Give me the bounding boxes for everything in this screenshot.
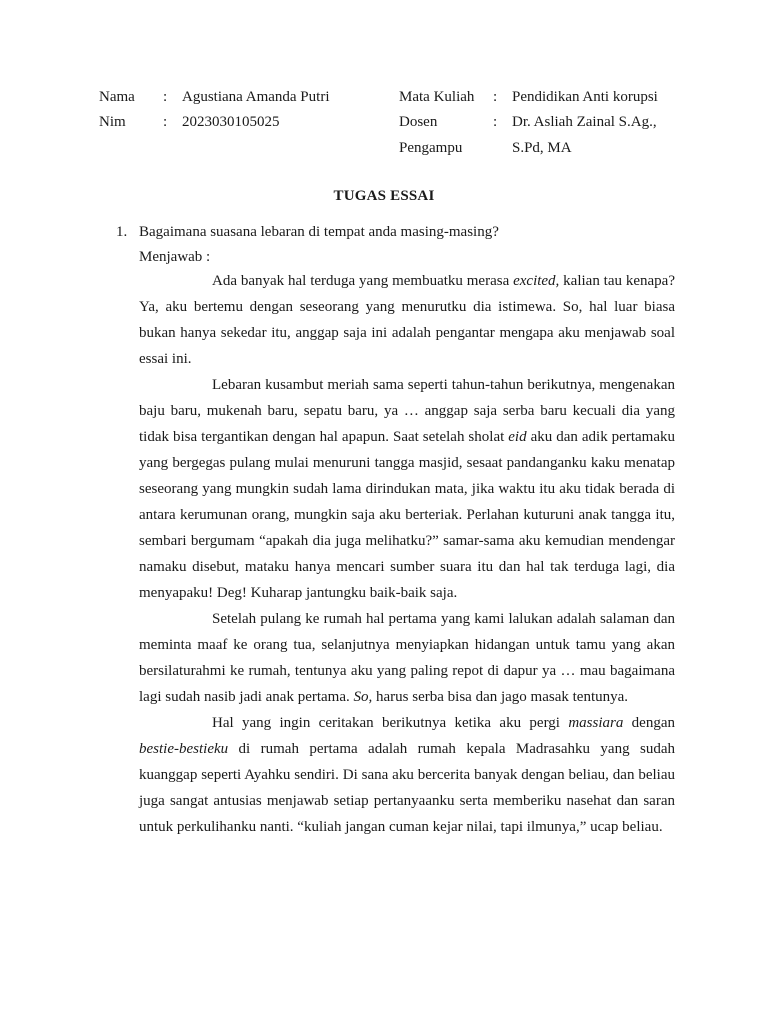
- nim-label: Nim: [99, 114, 126, 130]
- paragraph-1: [139, 268, 675, 372]
- matkul-separator: :: [493, 89, 498, 105]
- document-title: TUGAS ESSAI: [333, 188, 435, 204]
- paragraph-4-italic-1: massiara: [568, 715, 624, 731]
- paragraph-4: [139, 710, 675, 840]
- question-number: 1.: [116, 224, 128, 240]
- paragraph-1-italic: excited,: [513, 273, 560, 289]
- answer-label: Menjawab :: [139, 249, 211, 265]
- paragraph-3: [139, 606, 675, 710]
- paragraph-4-italic-2: bestie-bestieku: [139, 741, 229, 757]
- matkul-label: Mata Kuliah: [399, 89, 475, 105]
- dosen-label-line1: Dosen: [399, 114, 438, 130]
- paragraph-1-text-c: kalian tau kenapa? Ya, aku bertemu dengan seseorang yang menurutku dia istimewa. So, hal luar biasa bukan hanya sekedar itu, anggap saja ini adalah pengantar mengapa aku menjawab soal essai ini.: [139, 273, 676, 367]
- dosen-label-line2: Pengampu: [399, 140, 463, 156]
- answer-body: [139, 268, 675, 840]
- nim-separator: :: [163, 114, 168, 130]
- question-text: Bagaimana suasana lebaran di tempat anda masing-masing?: [139, 224, 499, 240]
- paragraph-2-text-a: Lebaran kusambut meriah sama seperti tahun-tahun berikutnya, mengenakan baju baru, mukenah baru, sepatu baru, ya … anggap saja serba baru kecuali dia yang tidak bisa tergantikan dengan hal apapun. Saat setelah sholat: [139, 377, 675, 445]
- paragraph-1-text-a: Ada banyak hal terduga yang membuatku merasa: [212, 273, 514, 289]
- nama-separator: :: [163, 89, 168, 105]
- paragraph-4-text-e: di rumah pertama adalah rumah kepala Madrasahku yang sudah kuanggap seperti Ayahku sendiri. Di sana aku bercerita banyak dengan beliau, dan beliau juga sangat antusias menjawab setiap pertanyaanku serta memberiku nasehat dan saran untuk perkulihanku nanti. “kuliah jangan cuman kejar nilai, tapi ilmunya,” ucap beliau.: [139, 741, 675, 835]
- dosen-value-line2: S.Pd, MA: [512, 140, 572, 156]
- nama-label: Nama: [99, 89, 135, 105]
- nim-value: 2023030105025: [182, 114, 280, 130]
- paragraph-4-text-c: dengan: [623, 715, 675, 731]
- nama-value: Agustiana Amanda Putri: [182, 89, 330, 105]
- matkul-value: Pendidikan Anti korupsi: [512, 89, 658, 105]
- dosen-value-line1: Dr. Asliah Zainal S.Ag.,: [512, 114, 657, 130]
- paragraph-3-text-a: Setelah pulang ke rumah hal pertama yang kami lalukan adalah salaman dan meminta maaf ke orang tua, selanjutnya menyiapkan hidangan untuk tamu yang akan bersilaturahmi ke rumah, tentunya aku yang paling repot di dapur ya … mau bagaimana lagi sudah nasib jadi anak pertama.: [139, 611, 675, 705]
- dosen-separator: :: [493, 114, 498, 130]
- paragraph-4-text-a: Hal yang ingin ceritakan berikutnya ketika aku pergi: [212, 715, 569, 731]
- paragraph-2-text-c: aku dan adik pertamaku yang bergegas pulang mulai menuruni tangga masjid, sesaat pandanganku kaku menatap seseorang yang mungkin sudah lama dirindukan mata, jika waktu itu aku tidak berada di antara kerumunan orang, mungkin saja aku berteriak. Perlahan kuturuni anak tangga itu, sembari bergumam “apakah dia juga melihatku?” samar-sama aku kemudian mendengar namaku disebut, mataku hanya mencari sumber suara itu dan hal tak terduga lagi, dia menyapaku! Deg! Kuharap jantungku baik-baik saja.: [139, 429, 675, 601]
- paragraph-3-italic: So,: [353, 689, 373, 705]
- paragraph-2-italic: eid: [508, 429, 527, 445]
- paragraph-3-text-c: harus serba bisa dan jago masak tentunya.: [372, 689, 629, 705]
- paragraph-2: [139, 372, 675, 606]
